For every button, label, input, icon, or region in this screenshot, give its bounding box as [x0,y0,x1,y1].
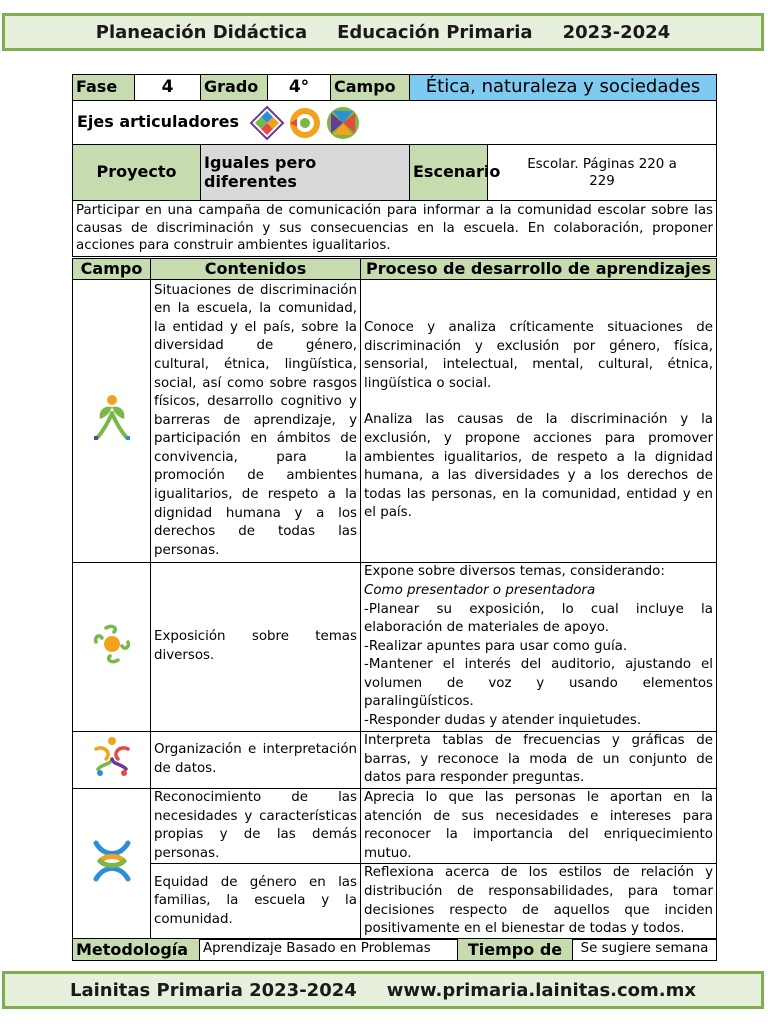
ejes-row [73,101,717,145]
header-banner [2,13,764,51]
interculturalidad-icon [325,105,361,141]
header-title: Planeación Didáctica [95,21,308,43]
contenido-2: Exposición sobre temas diversos. [151,563,361,732]
ejes-icons [249,105,361,141]
proceso-1 [361,280,717,563]
proyecto-value: Iguales pero diferentes [201,145,410,201]
contenido-1: Situaciones de discriminación en la escuela, la comunidad, la entidad y el país, sobre la diversidad de género, cultural, étnica, lingüística, social, así como sobre rasgos físicos, desarrollo cognitivo y barreras de aprendizaje, y participación en ámbitos de convivencia, para la promoción de ambientes igualitarios, de respeto a la dignidad humana y a los derechos de todas las personas. [151,280,361,563]
contents-table [72,258,717,940]
grado-label: Grado [201,75,268,101]
ejes-label: Ejes articuladores [77,111,240,131]
proceso-2-line: -Planear su exposición, lo cual incluye la elaboración de materiales de apoyo. [364,601,713,636]
metodologia-label: Metodología [73,939,200,961]
fase-value: 4 [135,75,201,101]
col-campo-header: Campo [73,259,151,280]
info-table [72,74,717,257]
proceso-2-intro: Expone sobre diversos temas, considerando: [364,564,665,580]
table-row [73,280,717,563]
description: Participar en una campaña de comunicación para informar a la comunidad escolar sobre las causas de discriminación y sus consecuencias en la escuela. En colaboración, proponer acciones para construir ambientes igualitarios. [73,201,717,257]
proceso-2-italic: Como presentador o presentadora [364,582,596,598]
table-row [73,563,717,732]
campo-icon-cell [73,732,151,789]
proceso-2-line: -Realizar apuntes para usar como guía. [364,638,628,654]
proceso-2 [361,563,717,732]
pensamiento-critico-icon [287,105,323,141]
proyecto-label: Proyecto [73,145,201,201]
campo-value: Ética, naturaleza y sociedades [410,75,717,101]
footer-url[interactable]: www.primaria.lainitas.com.mx [386,979,696,1001]
contenido-4: Reconocimiento de las necesidades y características propias y de las demás personas. [151,789,361,864]
campo-label: Campo [331,75,410,101]
escenario-value: Escolar. Páginas 220 a 229 [488,145,717,201]
table-row [73,864,717,939]
proceso-1-p2: Analiza las causas de la discriminación y la exclusión, y propone acciones para promover ambientes igualitarios, de respeto a la dignidad humana, a las diversidades y a los derechos de todas las personas, en la comunidad, entidad y en el país. [364,412,713,521]
proceso-2-line: -Responder dudas y atender inquietudes. [364,713,642,729]
lenguajes-icon [92,622,132,666]
campo-icon-cell [73,789,151,940]
header-level: Educación Primaria [337,21,533,43]
tiempo-label: Tiempo de [458,939,573,961]
table-row [73,789,717,864]
col-contenidos-header: Contenidos [151,259,361,280]
contenido-5: Equidad de género en las familias, la escuela y la comunidad. [151,864,361,939]
proceso-4: Aprecia lo que las personas le aportan en la atención de sus necesidades e intereses para reconocer la importancia del enriquecimiento mutuo. [361,789,717,864]
footer-banner [2,971,764,1009]
humano-comunitario-icon [90,837,134,885]
header-year: 2023-2024 [562,21,671,43]
proceso-1-p1: Conoce y analiza críticamente situaciones de discriminación y exclusión por género, física, sensorial, intelectual, mental, cultural, étnica, lingüística o social. [364,320,713,391]
contenido-3: Organización e interpretación de datos. [151,732,361,789]
saberes-pensamiento-icon [90,735,134,779]
metodologia-table [72,938,717,961]
proceso-5: Reflexiona acerca de los estilos de relación y distribución de responsabilidades, para tomar decisiones respecto de aquellos que inciden positivamente en el bienestar de todas y todos. [361,864,717,939]
inclusion-icon [249,105,285,141]
campo-icon-cell [73,280,151,563]
proceso-3: Interpreta tablas de frecuencias y gráficas de barras, y reconoce la moda de un conjunto de datos para responder preguntas. [361,732,717,789]
proceso-2-line: -Mantener el interés del auditorio, ajustando el volumen de voz y usando elementos paralingüísticos. [364,657,713,710]
table-row [73,732,717,789]
escenario-label: Escenario [410,145,488,201]
fase-label: Fase [73,75,135,101]
metodologia-value: Aprendizaje Basado en Problemas [200,939,458,961]
grado-value: 4° [268,75,331,101]
tiempo-value: Se sugiere semana [573,939,717,961]
footer-left: Lainitas Primaria 2023-2024 [70,979,357,1001]
col-proceso-header: Proceso de desarrollo de aprendizajes [361,259,717,280]
etica-naturaleza-icon [90,393,134,443]
campo-icon-cell [73,563,151,732]
